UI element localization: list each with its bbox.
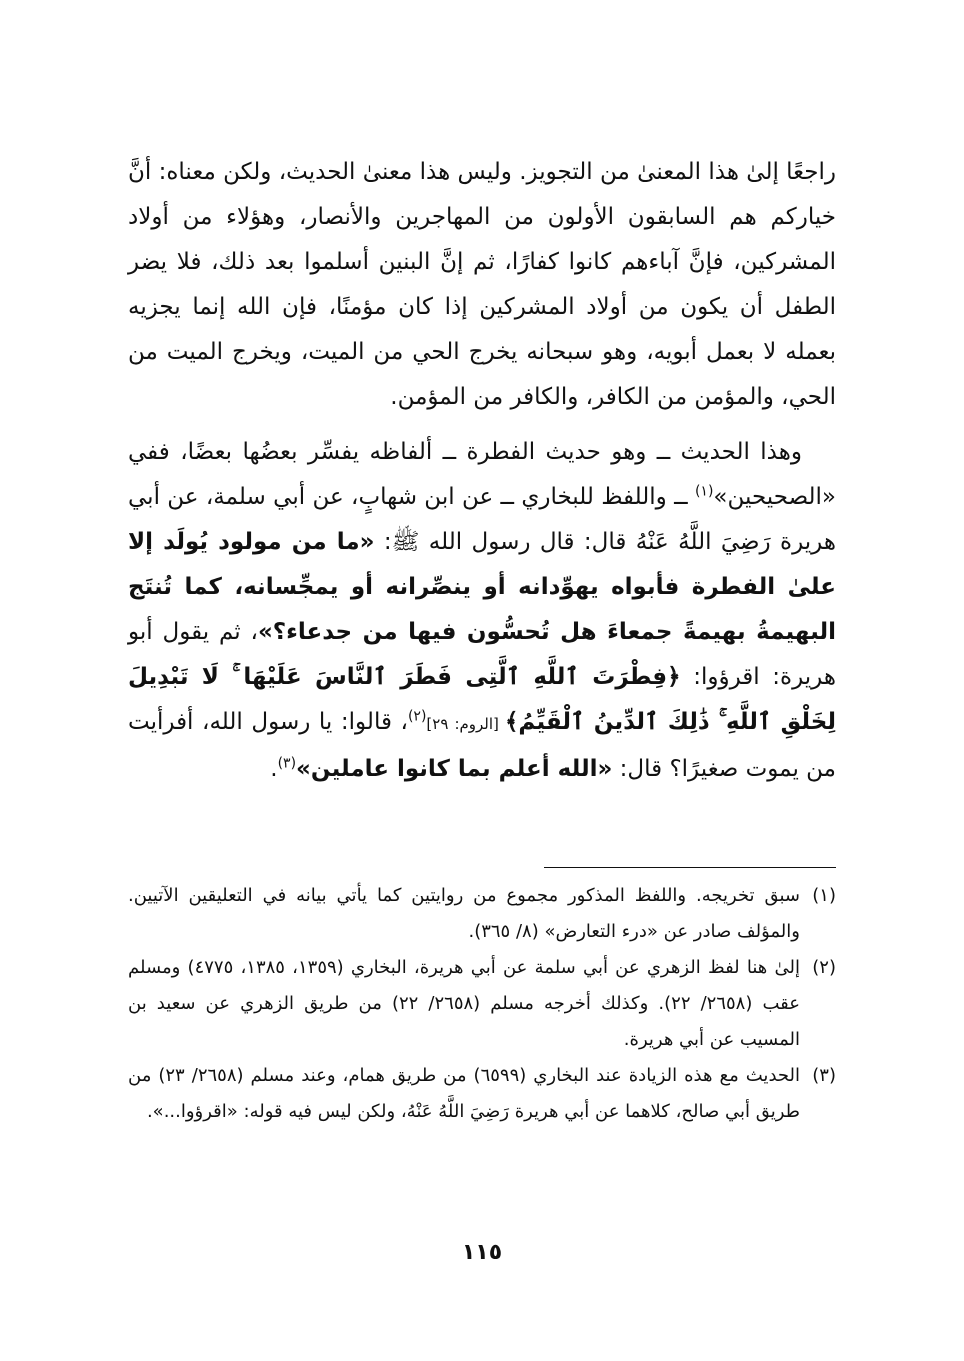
footnote-number: (١) (812, 885, 836, 906)
footnote-divider (544, 867, 836, 868)
paragraph-2-continuation: ، ثم يقول أبو هريرة: اقرؤوا: (128, 619, 836, 690)
footnotes-section (128, 878, 836, 1130)
footnote-text: سبق تخريجه. واللفظ المذكور مجموع من روايتين كما يأتي بيانه في التعليقين الآتيين. والمؤلف صادر عن «درء التعارض» (٨/ ٣٦٥). (128, 885, 800, 942)
quran-citation: [الروم: ٢٩] (426, 715, 505, 733)
footnote-3 (128, 1058, 836, 1130)
footnote-2 (128, 950, 836, 1058)
paragraph-2-question: ، قالوا: يا رسول الله، أفرأيت من يموت صغيرًا؟ قال: (128, 709, 836, 782)
footnote-ref-2[interactable]: (٢) (407, 708, 427, 725)
paragraph-1: راجعًا إلىٰ هذا المعنىٰ من التجويز. وليس هذا معنىٰ الحديث، ولكن معناه: أنَّ خياركم هم السابقون الأولون من المهاجرين والأنصار، وهؤلاء من أولاد المشركين، فإنَّ آباءهم كانوا كفارًا، ثم إنَّ البنين أسلموا بعد ذلك، فلا يضر الطفل أن يكون من أولاد المشركين إذا كان مؤمنًا، فإن الله إنما يجزيه بعمله لا بعمل أبويه، وهو سبحانه يخرج الحي من الميت، ويخرج الميت من الحي، والمؤمن من الكافر، والكافر من المؤمن. (128, 159, 836, 410)
footnote-ref-3[interactable]: (٣) (277, 755, 297, 772)
quran-verse: ﴿فِطْرَتَ ٱللَّهِ ٱلَّتِى فَطَرَ ٱلنَّاسَ عَلَيْهَا ۚ لَا تَبْدِيلَ لِخَلْقِ ٱللَّهِ ۚ ذَٰلِكَ ٱلدِّينُ ٱلْقَيِّمُ﴾ (128, 664, 836, 735)
paragraph-2-end: . (270, 756, 278, 782)
hadith-quote-2: «الله أعلم بما كانوا عاملين» (296, 756, 613, 782)
page-number: ١١٥ (461, 1240, 503, 1265)
footnote-ref-1[interactable]: (١) (694, 483, 714, 500)
main-body-text (128, 150, 836, 792)
footnote-1 (128, 878, 836, 950)
footnote-text: الحديث مع هذه الزيادة عند البخاري (٦٥٩٩) من طريق همام، وعند مسلم (٢٦٥٨/ ٢٣) من طريق أبي صالح، كلاهما عن أبي هريرة رَضِيَ اللَّهُ عَنْهُ، ولكن ليس فيه قوله: «اقرؤوا...». (128, 1065, 800, 1122)
footnote-number: (٣) (812, 1065, 836, 1086)
paragraph-2-intro: وهذا الحديث ــ وهو حديث الفطرة ــ ألفاظه يفسِّر بعضُها بعضًا، ففي «الصحيحين» (128, 439, 836, 510)
paragraph-2 (128, 430, 836, 792)
paragraph-2-isnad: ــ واللفظ للبخاري ــ عن ابن شهابٍ، عن أبي سلمة، عن أبي هريرة رَضِيَ اللَّهُ عَنْهُ قال: قال رسول الله ﷺ: (128, 484, 836, 555)
footnote-text: إلىٰ هنا لفظ الزهري عن أبي سلمة عن أبي هريرة، البخاري (١٣٥٩، ١٣٨٥، ٤٧٧٥) ومسلم عقب (٢٦٥٨/ ٢٢). وكذلك أخرجه مسلم (٢٦٥٨/ ٢٢) من طريق الزهري عن سعيد بن المسيب عن أبي هريرة. (128, 957, 800, 1050)
footnote-number: (٢) (812, 957, 836, 978)
hadith-quote-1: «ما من مولود يُولَد إلا علىٰ الفطرة فأبواه يهوِّدانه أو ينصِّرانه أو يمجِّسانه، كما تُنتَج البهيمةُ بهيمةً جمعاءَ هل تُحسُّون فيها من جدعاء؟» (128, 529, 836, 645)
